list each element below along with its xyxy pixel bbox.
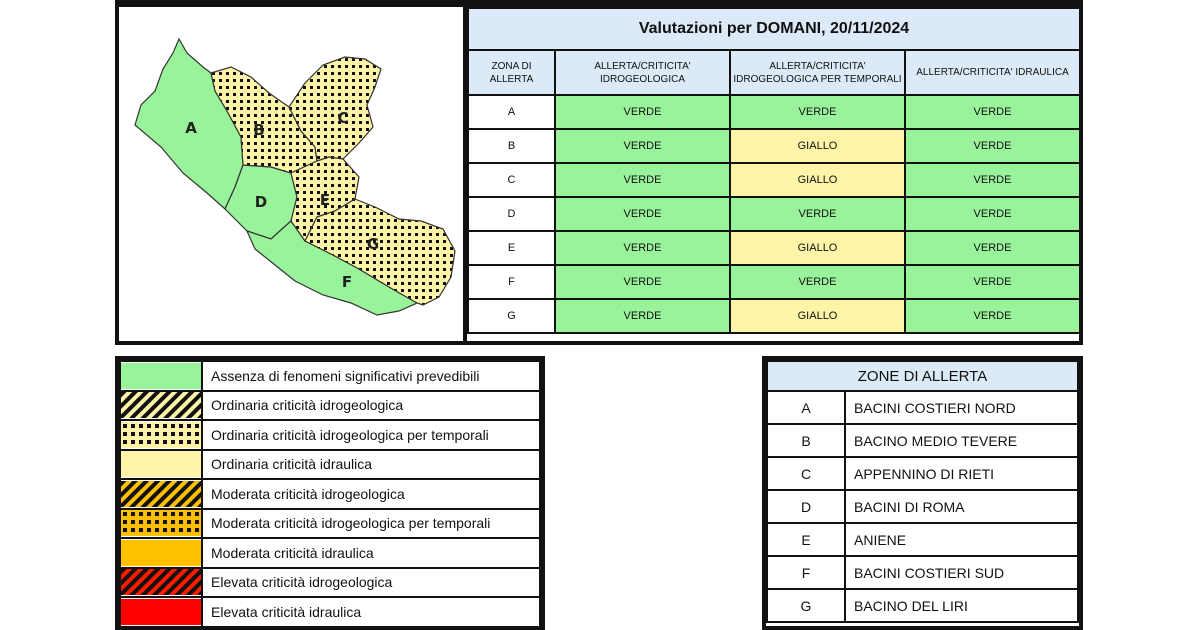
swatch-yellow-dots (121, 422, 201, 448)
legend-label: Ordinaria criticità idrogeologica (202, 391, 540, 421)
zone-name: ANIENE (845, 523, 1078, 556)
swatch-red-solid (121, 599, 201, 625)
level-idraulica: VERDE (905, 299, 1080, 333)
legend-label: Moderata criticità idrogeologica per temporali (202, 509, 540, 539)
lazio-alert-zone-map (119, 7, 463, 341)
legend-label: Elevata criticità idraulica (202, 597, 540, 627)
legend-table (119, 360, 541, 628)
zones-title: ZONE DI ALLERTA (767, 361, 1078, 391)
zone-code: G (767, 589, 845, 622)
swatch-red-stripes (121, 569, 201, 595)
row-zone: B (468, 129, 555, 163)
level-temporali: VERDE (730, 95, 905, 129)
level-idraulica: VERDE (905, 231, 1080, 265)
level-idraulica: VERDE (905, 197, 1080, 231)
legend-item (120, 568, 540, 598)
zone-code: E (767, 523, 845, 556)
legend-label: Ordinaria criticità idrogeologica per temporali (202, 420, 540, 450)
map-label-b: B (253, 121, 265, 139)
legend-label: Assenza di fenomeni significativi prevedibili (202, 361, 540, 391)
legend-swatch (120, 479, 202, 509)
table-row (468, 299, 1080, 333)
row-zone: A (468, 95, 555, 129)
legend-swatch (120, 568, 202, 598)
level-temporali: GIALLO (730, 129, 905, 163)
level-idrogeologica: VERDE (555, 95, 730, 129)
level-idrogeologica: VERDE (555, 129, 730, 163)
legend-swatch (120, 361, 202, 391)
legend-swatch (120, 538, 202, 568)
zone-code: C (767, 457, 845, 490)
legend-item (120, 597, 540, 627)
level-idrogeologica: VERDE (555, 197, 730, 231)
map-label-g: G (366, 235, 380, 253)
legend-item (120, 361, 540, 391)
evaluation-panel (467, 0, 1083, 345)
legend-item (120, 509, 540, 539)
zone-name: BACINI COSTIERI SUD (845, 556, 1078, 589)
map-label-c: C (337, 109, 349, 127)
header-temporali: ALLERTA/CRITICITA' IDROGEOLOGICA PER TEMPORALI (730, 50, 905, 95)
map-label-e: E (319, 191, 331, 209)
legend-label: Moderata criticità idrogeologica (202, 479, 540, 509)
level-idrogeologica: VERDE (555, 299, 730, 333)
level-idraulica: VERDE (905, 95, 1080, 129)
table-row (468, 197, 1080, 231)
zone-code: D (767, 490, 845, 523)
legend-item (120, 479, 540, 509)
zones-panel (762, 356, 1083, 630)
swatch-orange-dots (121, 510, 201, 536)
swatch-yellow-stripes (121, 392, 201, 418)
legend-swatch (120, 391, 202, 421)
row-zone: E (468, 231, 555, 265)
legend-label: Ordinaria criticità idraulica (202, 450, 540, 480)
row-zone: C (468, 163, 555, 197)
legend-item (120, 538, 540, 568)
zone-code: A (767, 391, 845, 424)
map-label-f: F (341, 273, 353, 291)
table-row (468, 95, 1080, 129)
table-row (468, 163, 1080, 197)
level-idraulica: VERDE (905, 265, 1080, 299)
zone-code: B (767, 424, 845, 457)
swatch-orange-solid (121, 540, 201, 566)
swatch-yellow-solid (121, 451, 201, 477)
level-temporali: VERDE (730, 265, 905, 299)
legend-item (120, 391, 540, 421)
zone-row (767, 391, 1078, 424)
swatch-green-solid (121, 363, 201, 389)
level-temporali: GIALLO (730, 299, 905, 333)
map-label-a: A (185, 119, 197, 137)
legend-label: Moderata criticità idraulica (202, 538, 540, 568)
zone-code: F (767, 556, 845, 589)
zone-row (767, 424, 1078, 457)
zone-name: BACINI DI ROMA (845, 490, 1078, 523)
level-idrogeologica: VERDE (555, 163, 730, 197)
table-row (468, 265, 1080, 299)
level-idraulica: VERDE (905, 129, 1080, 163)
header-idrogeologica: ALLERTA/CRITICITA' IDROGEOLOGICA (555, 50, 730, 95)
evaluation-title: Valutazioni per DOMANI, 20/11/2024 (468, 8, 1080, 50)
zone-name: BACINI COSTIERI NORD (845, 391, 1078, 424)
zones-table (766, 360, 1079, 623)
header-zone: ZONA DI ALLERTA (468, 50, 555, 95)
level-temporali: VERDE (730, 197, 905, 231)
row-zone: G (468, 299, 555, 333)
zone-row (767, 556, 1078, 589)
zone-name: APPENNINO DI RIETI (845, 457, 1078, 490)
zone-row (767, 523, 1078, 556)
zone-row (767, 490, 1078, 523)
level-idraulica: VERDE (905, 163, 1080, 197)
legend-swatch (120, 597, 202, 627)
zone-row (767, 589, 1078, 622)
evaluation-table (467, 7, 1081, 334)
zone-row (767, 457, 1078, 490)
legend-label: Elevata criticità idrogeologica (202, 568, 540, 598)
table-row (468, 129, 1080, 163)
level-idrogeologica: VERDE (555, 231, 730, 265)
region-map-panel (115, 0, 467, 345)
swatch-orange-stripes (121, 481, 201, 507)
legend-swatch (120, 450, 202, 480)
level-idrogeologica: VERDE (555, 265, 730, 299)
zone-name: BACINO MEDIO TEVERE (845, 424, 1078, 457)
level-temporali: GIALLO (730, 163, 905, 197)
legend-item (120, 420, 540, 450)
table-row (468, 231, 1080, 265)
row-zone: F (468, 265, 555, 299)
legend-swatch (120, 509, 202, 539)
legend-panel (115, 356, 545, 630)
row-zone: D (468, 197, 555, 231)
map-label-d: D (254, 193, 268, 211)
level-temporali: GIALLO (730, 231, 905, 265)
legend-swatch (120, 420, 202, 450)
header-idraulica: ALLERTA/CRITICITA' IDRAULICA (905, 50, 1080, 95)
legend-item (120, 450, 540, 480)
zone-name: BACINO DEL LIRI (845, 589, 1078, 622)
